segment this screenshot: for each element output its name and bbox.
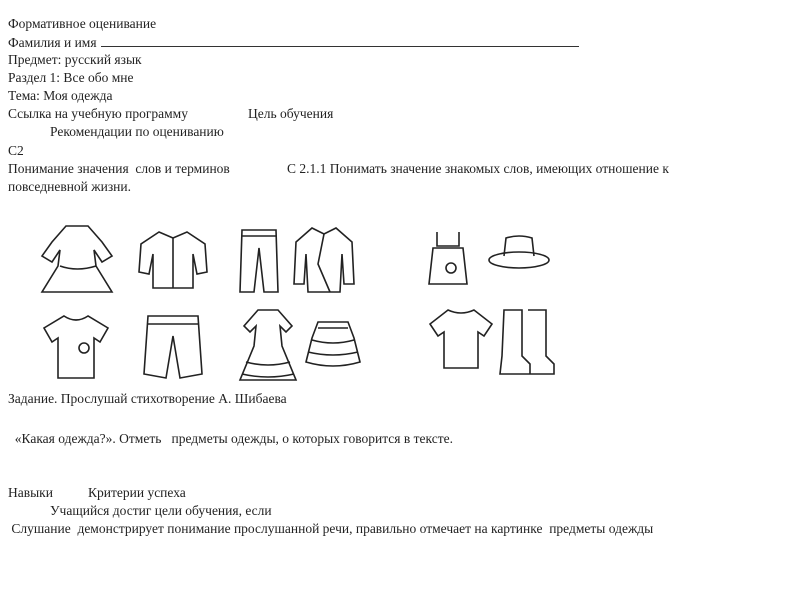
sundress-image — [425, 228, 471, 288]
frilly-dress-image — [236, 306, 300, 386]
success-criteria-label: Критерии успеха — [88, 485, 186, 500]
subject: Предмет: русский язык — [8, 52, 142, 67]
code: С2 — [8, 143, 24, 158]
boots-image — [496, 306, 556, 378]
skills-label: Навыки — [8, 485, 53, 500]
name-label: Фамилия и имя — [8, 35, 97, 50]
name-field-row — [8, 34, 579, 51]
topic: Тема: Моя одежда — [8, 88, 113, 103]
hat-image — [486, 232, 552, 272]
dress-image — [38, 222, 116, 296]
name-input-line[interactable] — [101, 34, 579, 47]
skirt-image — [304, 318, 362, 370]
goal-reached: Учащийся достиг цели обучения, если — [50, 503, 272, 518]
task-line2: «Какая одежда?». Отметь предметы одежды, о которых говорится в тексте. — [8, 431, 453, 446]
doc-title: Формативное оценивание — [8, 16, 157, 31]
listening-criterion: Слушание демонстрирует понимание прослушанной речи, правильно отмечает на картинке предметы одежды — [8, 521, 654, 536]
objective-line1: С 2.1.1 Понимать значение знакомых слов, имеющих отношение к — [287, 161, 669, 176]
learning-goal-label: Цель обучения — [248, 106, 334, 121]
task-line1: Задание. Прослушай стихотворение А. Шибаева — [8, 391, 287, 406]
recommendations-label: Рекомендации по оцениванию — [50, 124, 224, 139]
objective-line2: повседневной жизни. — [8, 179, 131, 194]
trousers-image — [140, 312, 206, 382]
skill: Понимание значения слов и терминов — [8, 161, 230, 176]
blouse-image — [290, 224, 358, 296]
t-shirt-image — [40, 312, 112, 382]
program-ref: Ссылка на учебную программу — [8, 106, 188, 121]
shirt-image — [135, 228, 210, 292]
section: Раздел 1: Все обо мне — [8, 70, 134, 85]
plain-t-shirt-image — [426, 306, 496, 372]
jeans-image — [236, 226, 282, 296]
